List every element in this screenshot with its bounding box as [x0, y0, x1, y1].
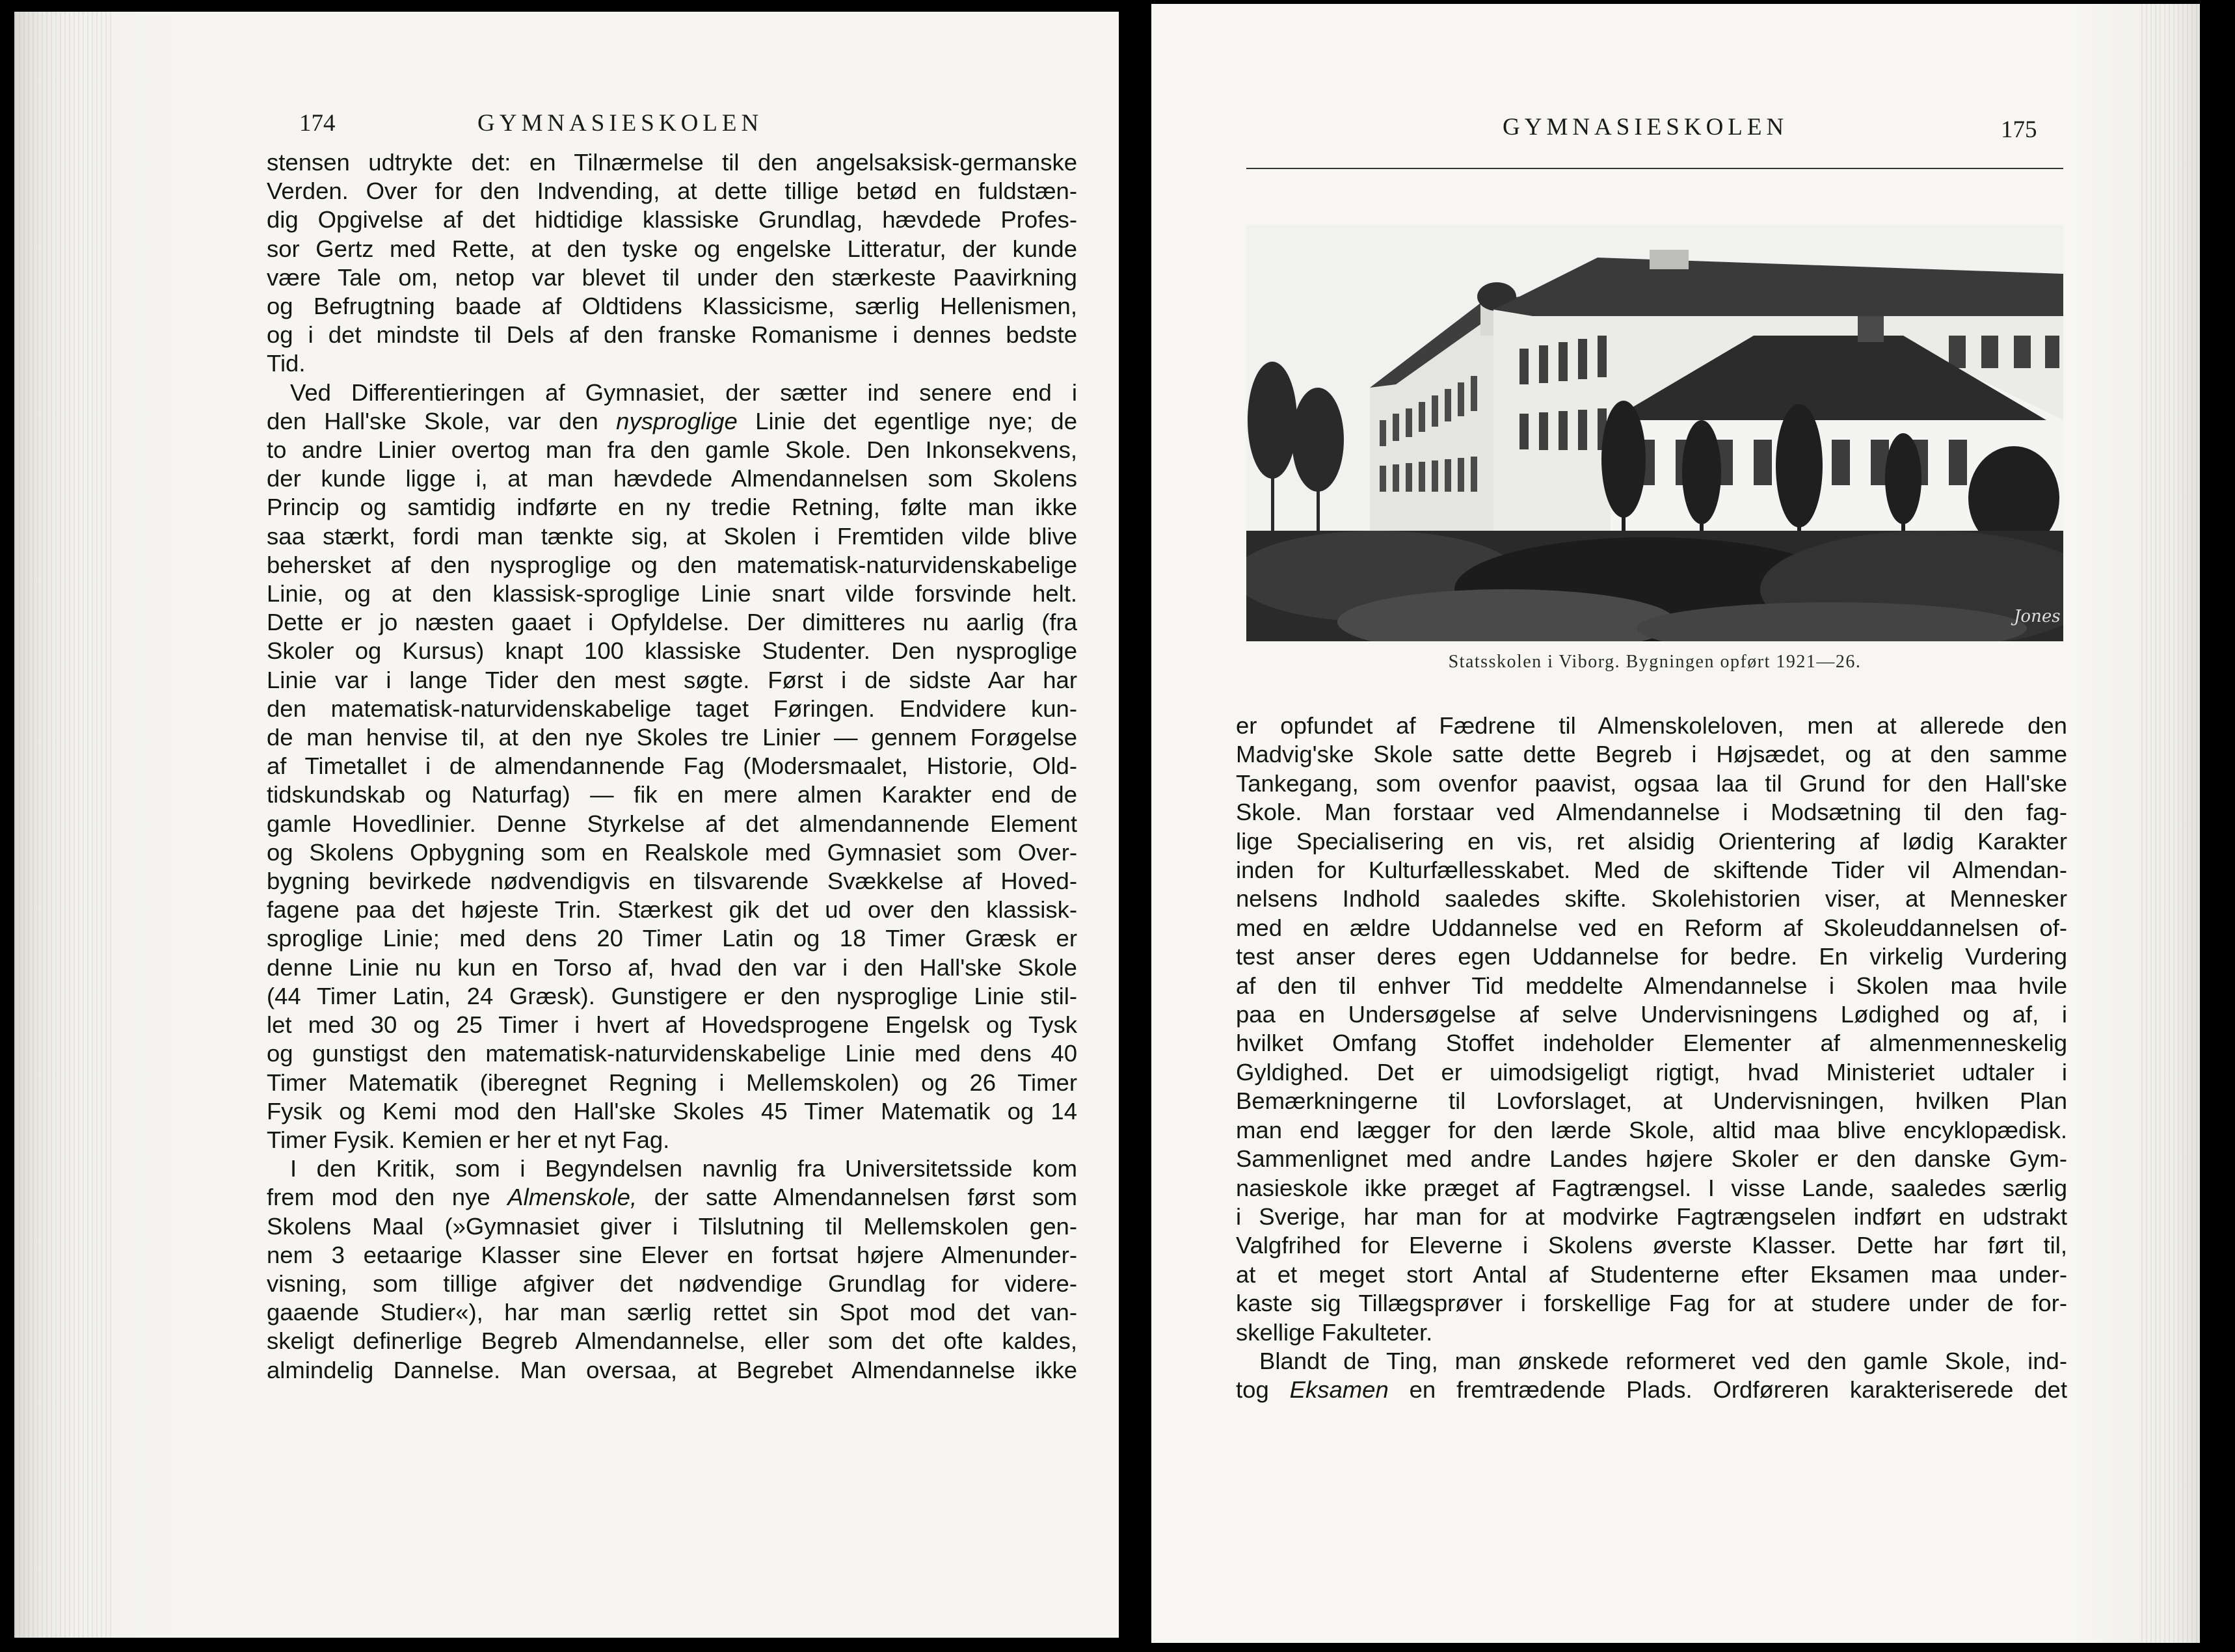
text-line: nasieskole ikke præget af Fagtrængsel. I visse Lande, saaledes særlig	[1236, 1174, 2067, 1201]
text-line	[1236, 1376, 2067, 1404]
text-line: Skoler og Kursus) knapt 100 klassiske Studenter. Den nysproglige	[267, 637, 1077, 665]
text-line: af den til enhver Tid meddelte Almendannelse i Skolen maa hvile	[1236, 972, 2067, 999]
italic-term: Eksamen	[1289, 1376, 1389, 1404]
page-edge-stack	[14, 12, 112, 1638]
text-line: stensen udtrykte det: en Tilnærmelse til den angelsaksisk-germanske	[267, 149, 1077, 176]
text-line: de man henvise til, at den nye Skoles tre Linier — gennem Forøgelse	[267, 724, 1077, 751]
text-line: sproglige Linie; med dens 20 Timer Latin og 18 Timer Græsk er	[267, 925, 1077, 952]
text-line: Verden. Over for den Indvending, at dette tillige betød en fuldstæn-	[267, 178, 1077, 205]
left-page	[14, 12, 1119, 1638]
text-line: test anser deres egen Uddannelse for bedre. En virkelig Vurdering	[1236, 943, 2067, 970]
text-line: saa stærkt, fordi man tænkte sig, at Skolen i Fremtiden vilde blive	[267, 522, 1077, 550]
page-edge-stack	[2141, 4, 2200, 1643]
text-line: let med 30 og 25 Timer i hvert af Hovedsprogene Engelsk og Tysk	[267, 1011, 1077, 1039]
text-line: kaste sig Tillægsprøver i forskellige Fag for at studere under de for-	[1236, 1290, 2067, 1317]
text-line: nelsens Indhold saaledes skifte. Skolehistorien viser, at Mennesker	[1236, 885, 2067, 913]
text-line: denne Linie nu kun en Torso af, hvad den var i den Hall'ske Skole	[267, 953, 1077, 981]
text-line: og i det mindste til Dels af den franske Romanisme i dennes bedste	[267, 321, 1077, 349]
text-line: der kunde ligge i, at man hævdede Almendannelsen som Skolens	[267, 465, 1077, 492]
text-line: være Tale om, netop var blevet til under den stærkeste Paavirkning	[267, 263, 1077, 291]
text-line: dig Opgivelse af det hidtidige klassiske Grundlag, hævdede Profes-	[267, 206, 1077, 233]
text-line: lige Specialisering en vis, ret alsidig Orientering af lødig Karakter	[1236, 827, 2067, 855]
text-line: skellige Fakulteter.	[1236, 1318, 1433, 1346]
text-line: med en ældre Uddannelse ved en Reform af Skoleuddannelsen of-	[1236, 914, 2067, 941]
school-building-photo	[1246, 225, 2063, 641]
text-line: Timer Matematik (iberegnet Regning i Mellemskolen) og 26 Timer	[267, 1069, 1077, 1096]
text-line: I den Kritik, som i Begyndelsen navnlig fra Universitetsside kom	[290, 1155, 1077, 1182]
text-line: Princip og samtidig indførte en ny tredie Retning, følte man ikke	[267, 494, 1077, 521]
italic-term: Almenskole,	[507, 1184, 637, 1211]
right-text-column	[1236, 712, 2067, 1405]
text-line: Tid.	[267, 350, 306, 377]
right-page	[1151, 4, 2200, 1643]
text-run: frem mod den nye	[267, 1184, 508, 1211]
text-line: Linie, og at den klassisk-sproglige Linie snart vilde forsvinde helt.	[267, 580, 1077, 607]
text-line: Bemærkningerne til Lovforslaget, at Undervisningen, hvilken Plan	[1236, 1087, 2067, 1115]
text-line	[267, 1183, 1077, 1212]
text-line: af Timetallet i de almendannende Fag (Modersmaalet, Historie, Old-	[267, 753, 1077, 780]
text-line: Skolens Maal (»Gymnasiet giver i Tilslutning til Mellemskolen gen-	[267, 1212, 1077, 1240]
text-run: en fremtrædende Plads. Ordføreren karakteriserede det	[1388, 1376, 2067, 1404]
text-run: tog	[1236, 1376, 1290, 1404]
text-line: gaaende Studier«), har man særlig rettet sin Spot mod det van-	[267, 1299, 1077, 1326]
text-line: bygning bevirkede nødvendigvis en tilsvarende Svækkelse af Hoved-	[267, 868, 1077, 895]
text-line: nem 3 eetaarige Klasser sine Elever en fortsat højere Almenunder-	[267, 1241, 1077, 1268]
text-line: Linie var i lange Tider den mest søgte. Først i de sidste Aar har	[267, 666, 1077, 693]
italic-term: nysproglige	[616, 407, 738, 434]
text-line: Valgfrihed for Eleverne i Skolens øverste Klasser. Dette har ført til,	[1236, 1232, 2067, 1259]
text-line: og Befrugtning baade af Oldtidens Klassicisme, særlig Hellenismen,	[267, 293, 1077, 320]
photo-illustration	[1246, 225, 2063, 641]
text-run: Ved Differentieringen af Gymnasiet, der sætter ind senere end i	[290, 379, 1077, 406]
text-line: den matematisk-naturvidenskabelige taget Føringen. Endvidere kun-	[267, 695, 1077, 722]
text-line: Madvig'ske Skole satte dette Begreb i Højsædet, og at den samme	[1236, 741, 2067, 768]
text-line: paa en Undersøgelse af selve Undervisningens Lødighed og af, i	[1236, 1001, 2067, 1028]
page-number-left: 174	[299, 110, 336, 137]
text-line: skeligt definerlige Begreb Almendannelse, eller som det ofte kaldes,	[267, 1327, 1077, 1355]
text-line: Fysik og Kemi mod den Hall'ske Skoles 45 Timer Matematik og 14	[267, 1097, 1077, 1125]
text-line: gamle Hovedlinier. Denne Styrkelse af det almendannende Element	[267, 810, 1077, 837]
photo-caption: Statsskolen i Viborg. Bygningen opført 1921—26.	[1448, 652, 1862, 672]
text-line	[267, 379, 1077, 407]
text-line: almindelig Dannelse. Man oversaa, at Begrebet Almendannelse ikke	[267, 1356, 1077, 1383]
text-line: Skole. Man forstaar ved Almendannelse i Modsætning til den fag-	[1236, 799, 2067, 826]
text-line: Sammenlignet med andre Landes højere Skoler er den danske Gym-	[1236, 1145, 2067, 1173]
text-line: tidskundskab og Naturfag) — fik en mere almen Karakter end de	[267, 781, 1077, 808]
text-line	[267, 407, 1077, 436]
text-line: i Sverige, har man for at modvirke Fagtrængselen indført en udstrakt	[1236, 1203, 2067, 1230]
text-line: visning, som tillige afgiver det nødvendige Grundlag for videre-	[267, 1270, 1077, 1297]
text-run: der satte Almendannelsen først som	[637, 1184, 1077, 1211]
running-head-left: GYMNASIESKOLEN	[477, 110, 764, 137]
text-line: at et meget stort Antal af Studenterne efter Eksamen maa under-	[1236, 1260, 2067, 1288]
text-line: to andre Linier overtog man fra den gamle Skole. Den Inkonsekvens,	[267, 436, 1077, 464]
left-text-column	[267, 148, 1077, 1385]
text-line: hvilket Omfang Stoffet indeholder Elementer af almenmenneskelig	[1236, 1030, 2067, 1057]
text-line: Blandt de Ting, man ønskede reformeret ved den gamle Skole, ind-	[1259, 1347, 2067, 1374]
photo-signature: Jones	[2014, 607, 2061, 626]
text-line: Dette er jo næsten gaaet i Opfyldelse. Der dimitteres nu aarlig (fra	[267, 609, 1077, 636]
text-line: Tankegang, som ovenfor paavist, ogsaa laa til Grund for den Hall'ske	[1236, 769, 2067, 797]
text-line: man end lægger for den lærde Skole, altid maa blive encyklopædisk.	[1236, 1116, 2067, 1143]
text-line: Timer Fysik. Kemien er her et nyt Fag.	[267, 1126, 670, 1153]
text-line: (44 Timer Latin, 24 Græsk). Gunstigere er den nysproglige Linie stil-	[267, 982, 1077, 1009]
text-line: sor Gertz med Rette, at den tyske og engelske Litteratur, der kunde	[267, 235, 1077, 262]
page-number-right: 175	[2001, 116, 2037, 143]
text-run: Linie det egentlige nye; de	[737, 407, 1077, 434]
text-line: Gyldighed. Det er uimodsigeligt rigtigt, hvad Ministeriet udtaler i	[1236, 1058, 2067, 1086]
text-line: og gunstigst den matematisk-naturvidenskabelige Linie med dens 40	[267, 1040, 1077, 1067]
text-line: er opfundet af Fædrene til Almenskoleloven, men at allerede den	[1236, 712, 2067, 739]
text-run: den Hall'ske Skole, var den	[267, 407, 617, 434]
text-line: inden for Kulturfællesskabet. Med de skiftende Tider vil Almendan-	[1236, 857, 2067, 884]
text-line: og Skolens Opbygning som en Realskole med Gymnasiet som Over-	[267, 838, 1077, 866]
running-head-right: GYMNASIESKOLEN	[1503, 114, 1789, 140]
text-line: fagene paa det højeste Trin. Stærkest gik det ud over den klassisk-	[267, 896, 1077, 924]
text-line: behersket af den nysproglige og den matematisk-naturvidenskabelige	[267, 551, 1077, 578]
